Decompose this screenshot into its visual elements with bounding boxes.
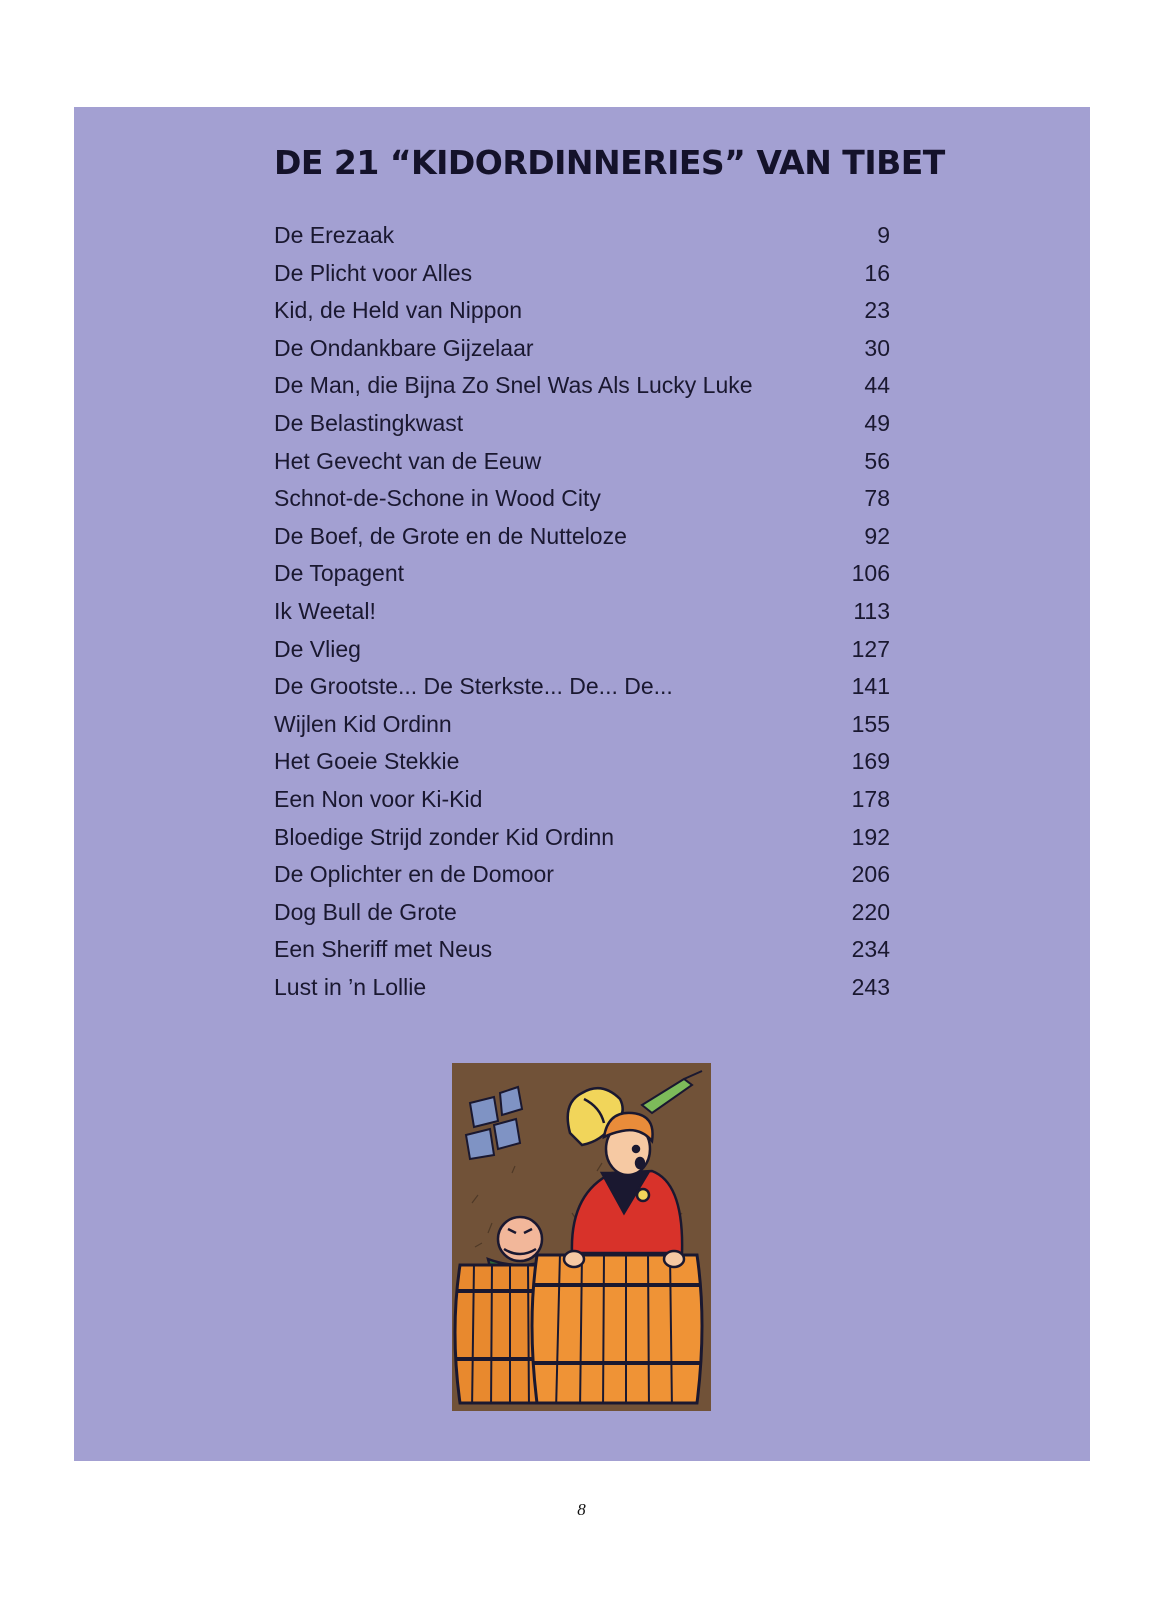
toc-entry (274, 668, 890, 706)
toc-entry-page: 234 (851, 936, 890, 963)
toc-entry-page: 178 (851, 785, 890, 812)
toc-entry-page: 78 (864, 485, 890, 512)
toc-entry-title: Het Goeie Stekkie (274, 748, 460, 775)
toc-entry-page: 169 (851, 748, 890, 775)
toc-entry-page: 155 (851, 710, 890, 737)
toc-entry (274, 480, 890, 518)
toc-entry (274, 255, 890, 293)
toc-entry-page: 192 (851, 823, 890, 850)
toc-entry (274, 706, 890, 744)
toc-entry-page: 49 (864, 409, 890, 436)
toc-entry (274, 292, 890, 330)
toc-entry-title: De Grootste... De Sterkste... De... De... (274, 673, 673, 700)
toc-entry-title: Bloedige Strijd zonder Kid Ordinn (274, 823, 615, 850)
toc-entry-title: De Topagent (274, 560, 405, 587)
toc-entry-title: Wijlen Kid Ordinn (274, 710, 452, 737)
toc-entry-page: 23 (864, 297, 890, 324)
toc-entry (274, 894, 890, 932)
toc-entry (274, 969, 890, 1007)
toc-entry-page: 113 (853, 597, 890, 624)
comic-illustration (452, 1063, 711, 1411)
toc-entry-title: Kid, de Held van Nippon (274, 297, 523, 324)
toc-entry-page: 16 (864, 259, 890, 286)
toc-entry-title: Het Gevecht van de Eeuw (274, 447, 542, 474)
toc-entry (274, 856, 890, 894)
toc-entry-title: Lust in ’n Lollie (274, 973, 427, 1000)
toc-entry-title: Een Non voor Ki-Kid (274, 785, 483, 812)
toc-entry-title: De Boef, de Grote en de Nutteloze (274, 522, 627, 549)
toc-entry-title: De Plicht voor Alles (274, 259, 473, 286)
toc-entry-title: Een Sheriff met Neus (274, 936, 493, 963)
toc-entry-page: 206 (851, 861, 890, 888)
toc-entry-title: Dog Bull de Grote (274, 898, 457, 925)
toc-entry-page: 44 (864, 372, 890, 399)
table-of-contents (274, 217, 890, 1006)
toc-entry-page: 30 (864, 334, 890, 361)
toc-entry (274, 217, 890, 255)
page-title: DE 21 “KIDORDINNERIES” VAN TIBET (274, 143, 945, 182)
toc-entry-title: Schnot-de-Schone in Wood City (274, 485, 601, 512)
page-number: 8 (577, 1500, 586, 1519)
toc-entry-title: De Ondankbare Gijzelaar (274, 334, 534, 361)
toc-entry (274, 555, 890, 593)
toc-entry (274, 781, 890, 819)
toc-entry-page: 243 (851, 973, 890, 1000)
toc-entry (274, 518, 890, 556)
toc-entry-title: De Erezaak (274, 222, 395, 248)
toc-entry (274, 405, 890, 443)
toc-entry (274, 330, 890, 368)
toc-entry (274, 631, 890, 669)
toc-entry-title: De Oplichter en de Domoor (274, 861, 554, 888)
toc-entry (274, 931, 890, 969)
toc-entry-page: 92 (864, 522, 890, 549)
toc-entry-title: De Vlieg (274, 635, 361, 662)
toc-entry-page: 220 (851, 898, 890, 925)
toc-entry (274, 367, 890, 405)
toc-entry-page: 106 (851, 560, 890, 587)
toc-entry (274, 443, 890, 481)
toc-entry (274, 819, 890, 857)
toc-entry-title: De Man, die Bijna Zo Snel Was Als Lucky Luke (274, 372, 753, 399)
toc-entry (274, 593, 890, 631)
toc-entry-page: 56 (864, 447, 890, 474)
toc-entry-page: 141 (851, 673, 890, 700)
toc-entry (274, 743, 890, 781)
toc-entry-page: 9 (877, 222, 890, 248)
toc-entry-title: Ik Weetal! (274, 597, 376, 624)
toc-entry-title: De Belastingkwast (274, 409, 464, 436)
toc-entry-page: 127 (851, 635, 890, 662)
toc-panel (74, 107, 1090, 1461)
